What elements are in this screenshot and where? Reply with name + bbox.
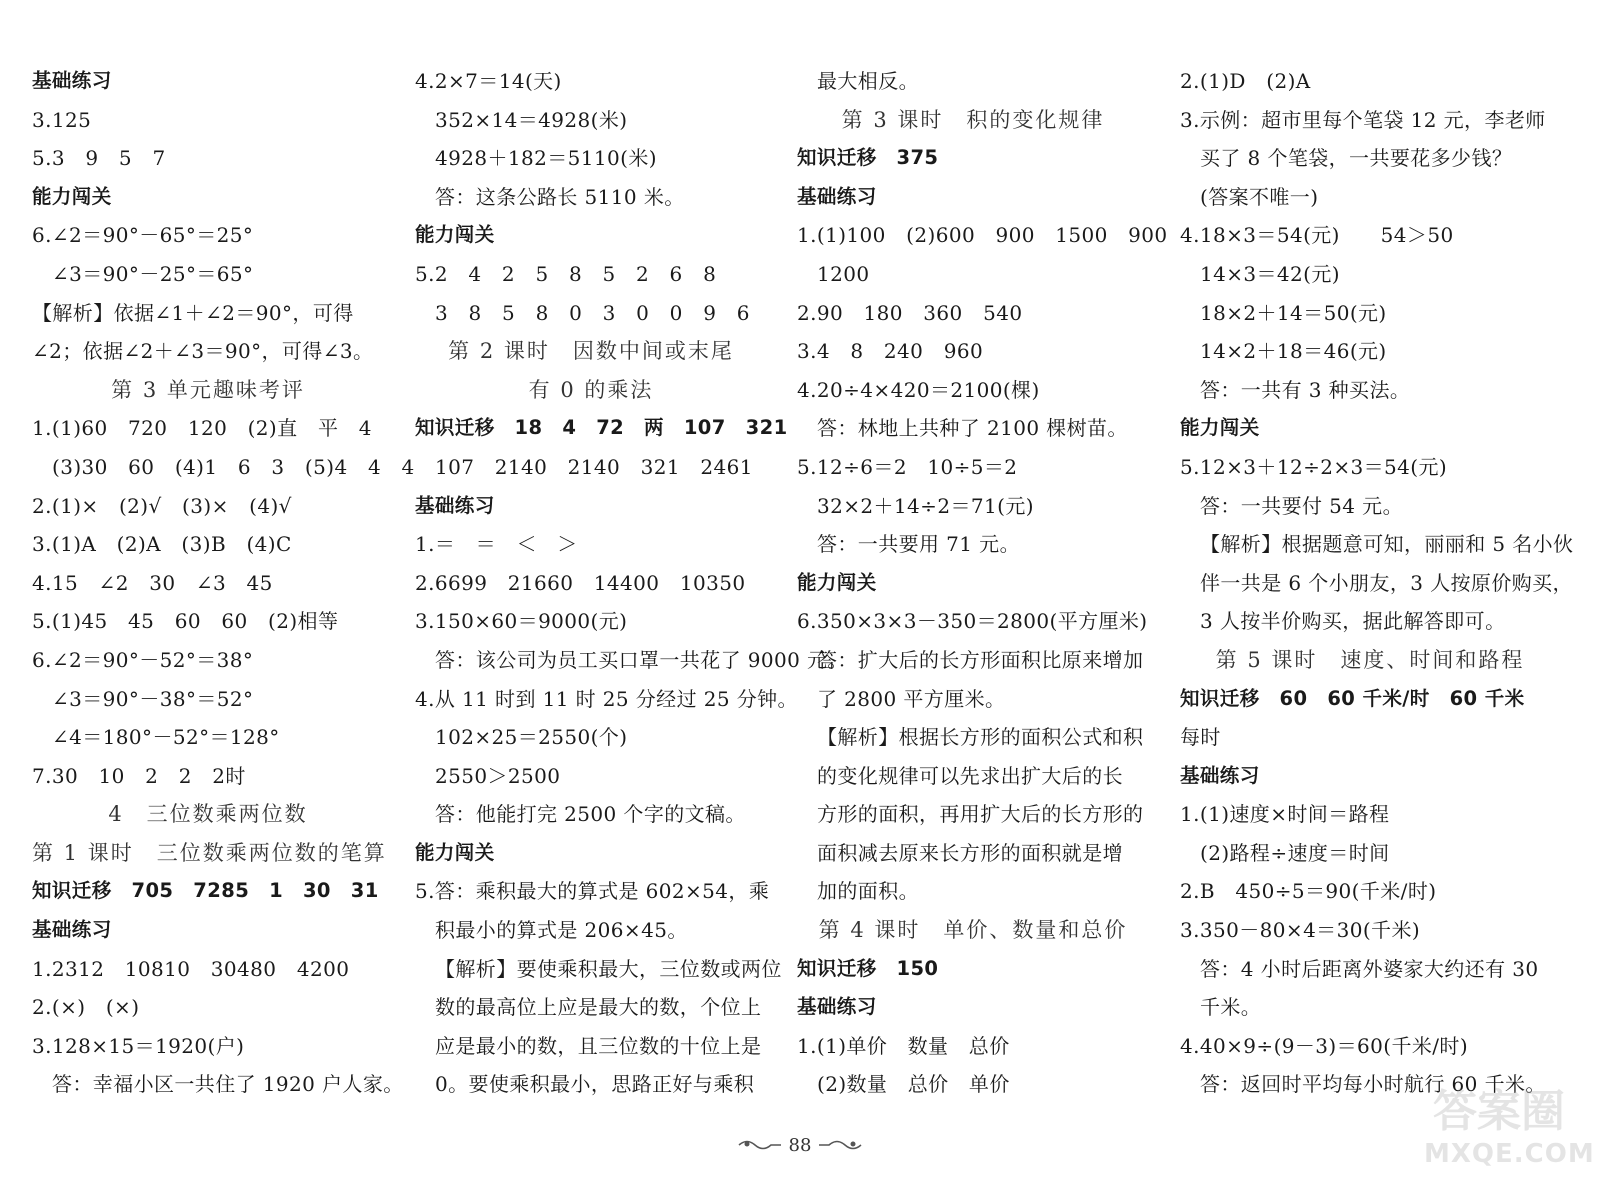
section-heading: 能力闯关 — [415, 840, 495, 864]
answer-line: 答：该公司为员工买口罩一共花了 9000 元。 — [435, 647, 848, 672]
section-heading: 能力闯关 — [1180, 416, 1260, 440]
answer-line: 2.(1)× (2)√ (3)× (4)√ — [32, 493, 292, 518]
section-heading: 知识迁移 60 60 千米/时 60 千米 — [1180, 686, 1525, 710]
answer-line: 3.(1)A (2)A (3)B (4)C — [32, 532, 292, 557]
section-heading: 能力闯关 — [32, 184, 112, 208]
answer-line: 4.20÷4×420＝2100(棵) — [797, 377, 1040, 402]
answer-line: 答：扩大后的长方形面积比原来增加 — [817, 647, 1144, 672]
answer-line: 数的最高位上应是最大的数，个位上 — [435, 995, 762, 1020]
answer-line: 千米。 — [1200, 995, 1262, 1020]
section-heading: 能力闯关 — [415, 223, 495, 247]
answer-line: (3)30 60 (4)1 6 3 (5)4 4 4 — [52, 454, 415, 479]
lesson-title: 第 3 课时 积的变化规律 — [841, 107, 1105, 132]
answer-line: 1.(1)60 720 120 (2)直 平 4 — [32, 416, 372, 441]
answer-line: 4.18×3＝54(元) 54＞50 — [1180, 223, 1454, 248]
lesson-title: 有 0 的乘法 — [528, 377, 654, 402]
answer-line: 2.(×) (×) — [32, 995, 140, 1020]
answer-line: 5.3 9 5 7 — [32, 146, 166, 171]
lesson-title: 第 4 课时 单价、数量和总价 — [818, 918, 1128, 943]
lesson-title: 第 2 课时 因数中间或末尾 — [448, 339, 734, 364]
answer-line: 答：林地上共种了 2100 棵树苗。 — [817, 416, 1128, 441]
watermark-url: MXQE.COM — [1424, 1139, 1595, 1169]
section-heading: 知识迁移 18 4 72 两 107 321 — [415, 416, 788, 440]
answer-line: 积最小的算式是 206×45。 — [435, 918, 688, 943]
answer-line: 应是最小的数，且三位数的十位上是 — [435, 1033, 762, 1058]
answer-line: 1.(1)100 (2)600 900 1500 900 — [797, 223, 1168, 248]
answer-line: 答：一共要用 71 元。 — [817, 532, 1020, 557]
answer-line: 答：一共要付 54 元。 — [1200, 493, 1403, 518]
answer-line: 伴一共是 6 个小朋友，3 人按原价购买， — [1200, 570, 1573, 595]
answer-line: 答：幸福小区一共住了 1920 户人家。 — [52, 1072, 404, 1097]
section-heading: 能力闯关 — [797, 570, 877, 594]
answer-line: 3.350－80×4＝30(千米) — [1180, 918, 1421, 943]
answer-line: (答案不唯一) — [1200, 184, 1319, 209]
section-heading: 知识迁移 150 — [797, 956, 939, 980]
answer-line: 4.15 ∠2 30 ∠3 45 — [32, 570, 273, 595]
answer-line: 3.4 8 240 960 — [797, 339, 984, 364]
answer-line: 1.2312 10810 30480 4200 — [32, 956, 350, 981]
section-heading: 基础练习 — [32, 918, 112, 942]
answer-line: 352×14＝4928(米) — [435, 107, 628, 132]
answer-line: ∠3＝90°－25°＝65° — [52, 261, 254, 286]
answer-line: 107 2140 2140 321 2461 — [435, 454, 753, 479]
answer-line: 32×2＋14÷2＝71(元) — [817, 493, 1034, 518]
answer-line: 3.128×15＝1920(户) — [32, 1033, 245, 1058]
answer-line: 2.B 450÷5＝90(千米/时) — [1180, 879, 1437, 904]
answer-line: 7.30 10 2 2 2时 — [32, 763, 246, 788]
answer-line: 4.40×9÷(9－3)＝60(千米/时) — [1180, 1033, 1469, 1058]
lesson-title: 第 1 课时 三位数乘两位数的笔算 — [32, 840, 387, 865]
answer-line: 3.150×60＝9000(元) — [415, 609, 628, 634]
answer-line: 5.(1)45 45 60 60 (2)相等 — [32, 609, 339, 634]
answer-line: 每时 — [1180, 725, 1221, 750]
answer-line: 14×2＋18＝46(元) — [1200, 339, 1387, 364]
answer-line: 答：返回时平均每小时航行 60 千米。 — [1200, 1072, 1546, 1097]
answer-line: 18×2＋14＝50(元) — [1200, 300, 1387, 325]
answer-line: 加的面积。 — [817, 879, 919, 904]
page-footer — [720, 1130, 880, 1160]
page-number: 88 — [788, 1134, 812, 1156]
answer-column-3 — [797, 62, 1168, 1104]
ornament-right-icon — [819, 1138, 863, 1152]
lesson-title: 第 5 课时 速度、时间和路程 — [1215, 647, 1525, 672]
answer-line: 4928＋182＝5110(米) — [435, 146, 657, 171]
answer-line: 答：4 小时后距离外婆家大约还有 30 — [1200, 956, 1539, 981]
section-heading: 基础练习 — [797, 184, 877, 208]
answer-line: 1.＝ ＝ ＜ ＞ — [415, 532, 578, 557]
answer-line: 6.350×3×3－350＝2800(平方厘米) — [797, 609, 1148, 634]
answer-line: 5.答：乘积最大的算式是 602×54，乘 — [415, 879, 770, 904]
watermark — [1424, 1075, 1595, 1175]
answer-line: 的变化规律可以先求出扩大后的长 — [817, 763, 1123, 788]
answer-line: 2.6699 21660 14400 10350 — [415, 570, 746, 595]
answer-line: 【解析】根据题意可知，丽丽和 5 名小伙 — [1200, 532, 1574, 557]
answer-line: ∠4＝180°－52°＝128° — [52, 725, 280, 750]
answer-line: 方形的面积，再用扩大后的长方形的 — [817, 802, 1144, 827]
answer-line: 1200 — [817, 261, 870, 286]
section-heading: 知识迁移 375 — [797, 146, 939, 170]
answer-line: 答：这条公路长 5110 米。 — [435, 184, 685, 209]
answer-line: 1.(1)单价 数量 总价 — [797, 1033, 1010, 1058]
answer-line: 了 2800 平方厘米。 — [817, 686, 1006, 711]
answer-line: 3 人按半价购买，据此解答即可。 — [1200, 609, 1506, 634]
lesson-title: 4 三位数乘两位数 — [108, 802, 308, 827]
answer-line: 0。要使乘积最小，思路正好与乘积 — [435, 1072, 755, 1097]
answer-line: 6.∠2＝90°－52°＝38° — [32, 647, 254, 672]
answer-line: 6.∠2＝90°－65°＝25° — [32, 223, 254, 248]
answer-column-4 — [1180, 62, 1574, 1104]
answer-line: 14×3＝42(元) — [1200, 261, 1340, 286]
answer-line: (2)路程÷速度＝时间 — [1200, 840, 1390, 865]
answer-line: 102×25＝2550(个) — [435, 725, 628, 750]
answer-line: ∠2；依据∠2＋∠3＝90°，可得∠3。 — [32, 339, 374, 364]
answer-line: 答：一共有 3 种买法。 — [1200, 377, 1411, 402]
answer-line: (2)数量 总价 单价 — [817, 1072, 1010, 1097]
ornament-left-icon — [737, 1138, 781, 1152]
answer-line: 最大相反。 — [817, 69, 919, 93]
answer-line: 【解析】要使乘积最大，三位数或两位 — [435, 956, 782, 981]
answer-line: ∠3＝90°－38°＝52° — [52, 686, 254, 711]
answer-line: 答：他能打完 2500 个字的文稿。 — [435, 802, 746, 827]
answer-column-1 — [32, 62, 415, 1104]
answer-line: 3.125 — [32, 107, 92, 132]
answer-line: 面积减去原来长方形的面积就是增 — [817, 840, 1123, 865]
section-heading: 基础练习 — [415, 493, 495, 517]
answer-line: 【解析】依据∠1＋∠2＝90°，可得 — [32, 300, 354, 325]
answer-line: 5.2 4 2 5 8 5 2 6 8 — [415, 261, 717, 286]
answer-line: 2.(1)D (2)A — [1180, 69, 1311, 93]
section-heading: 基础练习 — [797, 995, 877, 1019]
lesson-title: 第 3 单元趣味考评 — [111, 377, 305, 402]
section-heading: 知识迁移 705 7285 1 30 31 — [32, 879, 379, 903]
answer-line: 买了 8 个笔袋，一共要花多少钱？ — [1200, 146, 1513, 171]
answer-line: 1.(1)速度×时间＝路程 — [1180, 802, 1390, 827]
answer-line: 4.2×7＝14(天) — [415, 69, 562, 93]
watermark-title: 答案圈 — [1433, 1086, 1565, 1137]
answer-line: 5.12×3＋12÷2×3＝54(元) — [1180, 454, 1448, 479]
answer-line: 3 8 5 8 0 3 0 0 9 6 — [435, 300, 750, 325]
answer-line: 5.12÷6＝2 10÷5＝2 — [797, 454, 1018, 479]
answer-line: 【解析】根据长方形的面积公式和积 — [817, 725, 1144, 750]
section-heading: 基础练习 — [1180, 763, 1260, 787]
answer-line: 4.从 11 时到 11 时 25 分经过 25 分钟。 — [415, 686, 798, 711]
section-heading: 基础练习 — [32, 69, 112, 92]
answer-line: 2550＞2500 — [435, 763, 561, 788]
answer-line: 3.示例：超市里每个笔袋 12 元，李老师 — [1180, 107, 1546, 132]
answer-line: 2.90 180 360 540 — [797, 300, 1023, 325]
